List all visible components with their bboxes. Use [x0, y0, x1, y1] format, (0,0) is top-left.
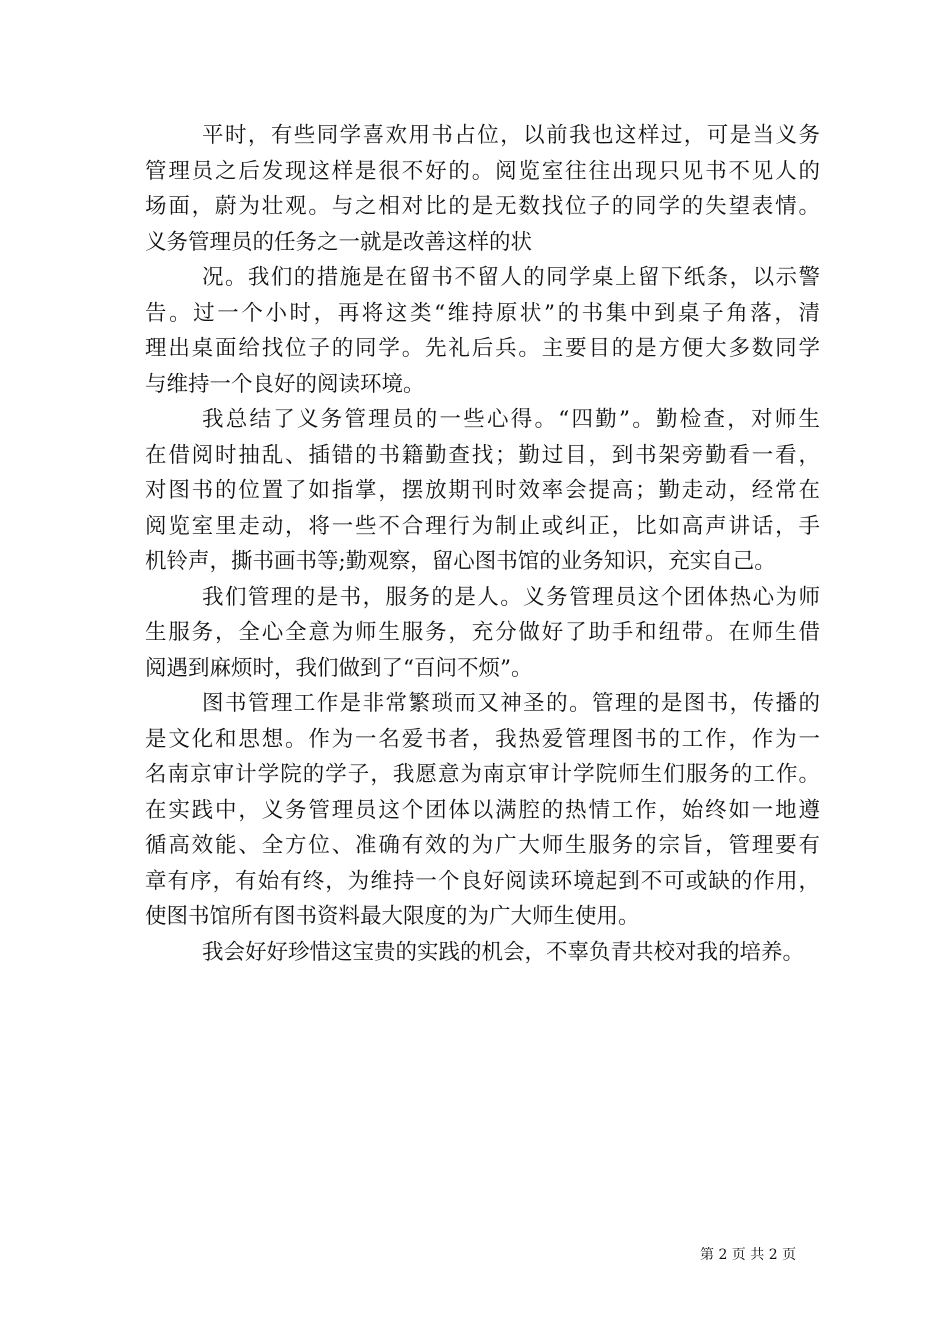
text-line: 机铃声，撕书画书等;勤观察，留心图书馆的业务知识，充实自己。: [145, 549, 776, 574]
text-line: 生服务，全心全意为师生服务，充分做好了助手和纽带。在师生借: [145, 620, 820, 645]
paragraph: [145, 260, 820, 402]
text-line: 况。我们的措施是在留书不留人的同学桌上留下纸条，以示警: [202, 265, 820, 290]
document-body: [145, 118, 820, 970]
text-line: 理出桌面给找位子的同学。先礼后兵。主要目的是方便大多数同学: [145, 336, 820, 361]
text-line: 在实践中，义务管理员这个团体以满腔的热情工作，始终如一地遵: [145, 797, 820, 823]
text-line: 对图书的位置了如指掌，摆放期刊时效率会提高；勤走动，经常在: [145, 478, 820, 503]
text-line: 告。过一个小时，再将这类“维持原状”的书集中到桌子角落，清: [145, 300, 820, 326]
text-line: 循高效能、全方位、准确有效的为广大师生服务的宗旨，管理要有: [145, 833, 820, 858]
text-line: 管理员之后发现这样是很不好的。阅览室往往出现只见书不见人的: [145, 158, 820, 184]
text-line: 阅遇到麻烦时，我们做到了“百问不烦”。: [145, 655, 533, 681]
text-line: 名南京审计学院的学子，我愿意为南京审计学院师生们服务的工作。: [145, 762, 820, 787]
text-line: 我总结了义务管理员的一些心得。“四勤”。勤检查，对师生: [202, 407, 820, 432]
page-number-footer: 第 2 页 共 2 页: [700, 1247, 797, 1263]
text-line: 是文化和思想。作为一名爱书者，我热爱管理图书的工作，作为一: [145, 726, 820, 752]
text-line: 在借阅时抽乱、插错的书籍勤查找；勤过目，到书架旁勤看一看，: [145, 442, 820, 468]
text-line: 与维持一个良好的阅读环境。: [145, 371, 425, 397]
paragraph: [145, 118, 820, 260]
text-line: 场面，蔚为壮观。与之相对比的是无数找位子的同学的失望表情。: [145, 194, 820, 219]
text-line: 平时，有些同学喜欢用书占位，以前我也这样过，可是当义务: [202, 123, 820, 148]
text-line: 义务管理员的任务之一就是改善这样的状: [145, 229, 533, 255]
text-line: 图书管理工作是非常繁琐而又神圣的。管理的是图书，传播的: [202, 691, 820, 716]
text-line: 阅览室里走动，将一些不合理行为制止或纠正，比如高声讲话，手: [145, 513, 820, 539]
paragraph: [145, 402, 820, 580]
text-line: 使图书馆所有图书资料最大限度的为广大师生使用。: [145, 904, 640, 929]
paragraph: [145, 935, 820, 971]
paragraph: [145, 686, 820, 935]
paragraph: [145, 580, 820, 687]
text-line: 章有序，有始有终，为维持一个良好阅读环境起到不可或缺的作用，: [145, 868, 820, 894]
text-line: 我会好好珍惜这宝贵的实践的机会，不辜负青共校对我的培养。: [202, 939, 805, 965]
text-line: 我们管理的是书，服务的是人。义务管理员这个团体热心为师: [202, 584, 820, 610]
